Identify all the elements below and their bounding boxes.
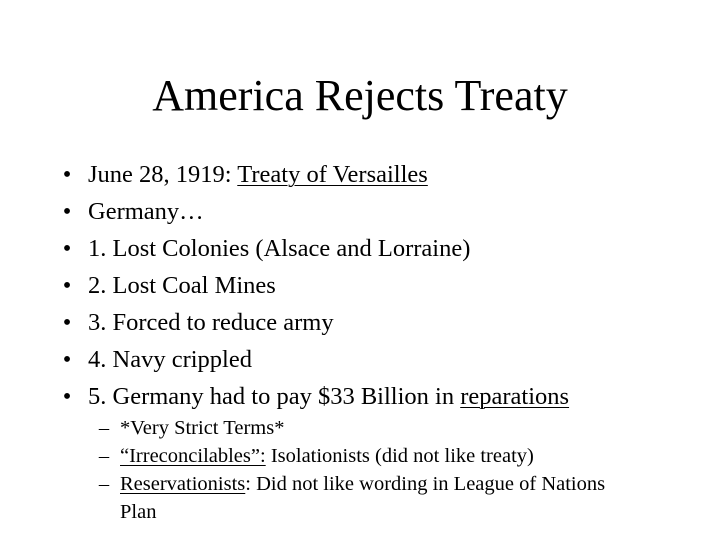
bullet-dot-icon: • — [62, 198, 72, 225]
bullet-text: June 28, 1919: — [88, 161, 238, 188]
bullet-item — [0, 156, 720, 193]
bullet-item — [0, 341, 720, 378]
bullet-dot-icon: • — [62, 383, 72, 410]
slide-title: America Rejects Treaty — [152, 71, 568, 120]
bullet-list — [0, 156, 720, 415]
reparations-link[interactable]: reparations — [460, 383, 570, 410]
dash-icon: – — [98, 417, 110, 439]
dash-icon: – — [98, 445, 110, 467]
sub-bullet-item — [0, 414, 720, 442]
bullet-text: 3. Forced to reduce army — [88, 309, 334, 336]
bullet-text: 4. Navy crippled — [88, 346, 252, 373]
bullet-text: Germany… — [88, 198, 204, 225]
bullet-text: 5. Germany had to pay $33 Billion in — [88, 383, 461, 410]
sub-bullet-item — [0, 470, 720, 526]
bullet-item — [0, 378, 720, 415]
treaty-of-versailles-link[interactable]: Treaty of Versailles — [237, 161, 428, 188]
bullet-dot-icon: • — [62, 309, 72, 336]
bullet-text: 2. Lost Coal Mines — [88, 272, 276, 299]
sub-bullet-item — [0, 442, 720, 470]
bullet-item — [0, 230, 720, 267]
bullet-item — [0, 267, 720, 304]
dash-icon: – — [98, 473, 110, 495]
bullet-dot-icon: • — [62, 161, 72, 188]
sub-bullet-list — [0, 414, 720, 526]
sub-bullet-text: *Very Strict Terms* — [120, 417, 285, 439]
bullet-dot-icon: • — [62, 272, 72, 299]
bullet-text: 1. Lost Colonies (Alsace and Lorraine) — [88, 235, 471, 262]
irreconcilables-link[interactable]: “Irreconcilables”: — [120, 445, 266, 467]
bullet-dot-icon: • — [62, 235, 72, 262]
sub-bullet-text: : Did not like wording in League of Nations Plan — [120, 473, 606, 523]
bullet-dot-icon: • — [62, 346, 72, 373]
bullet-item — [0, 304, 720, 341]
bullet-item — [0, 193, 720, 230]
reservationists-link[interactable]: Reservationists — [120, 473, 246, 495]
sub-bullet-text: Isolationists (did not like treaty) — [265, 445, 534, 467]
